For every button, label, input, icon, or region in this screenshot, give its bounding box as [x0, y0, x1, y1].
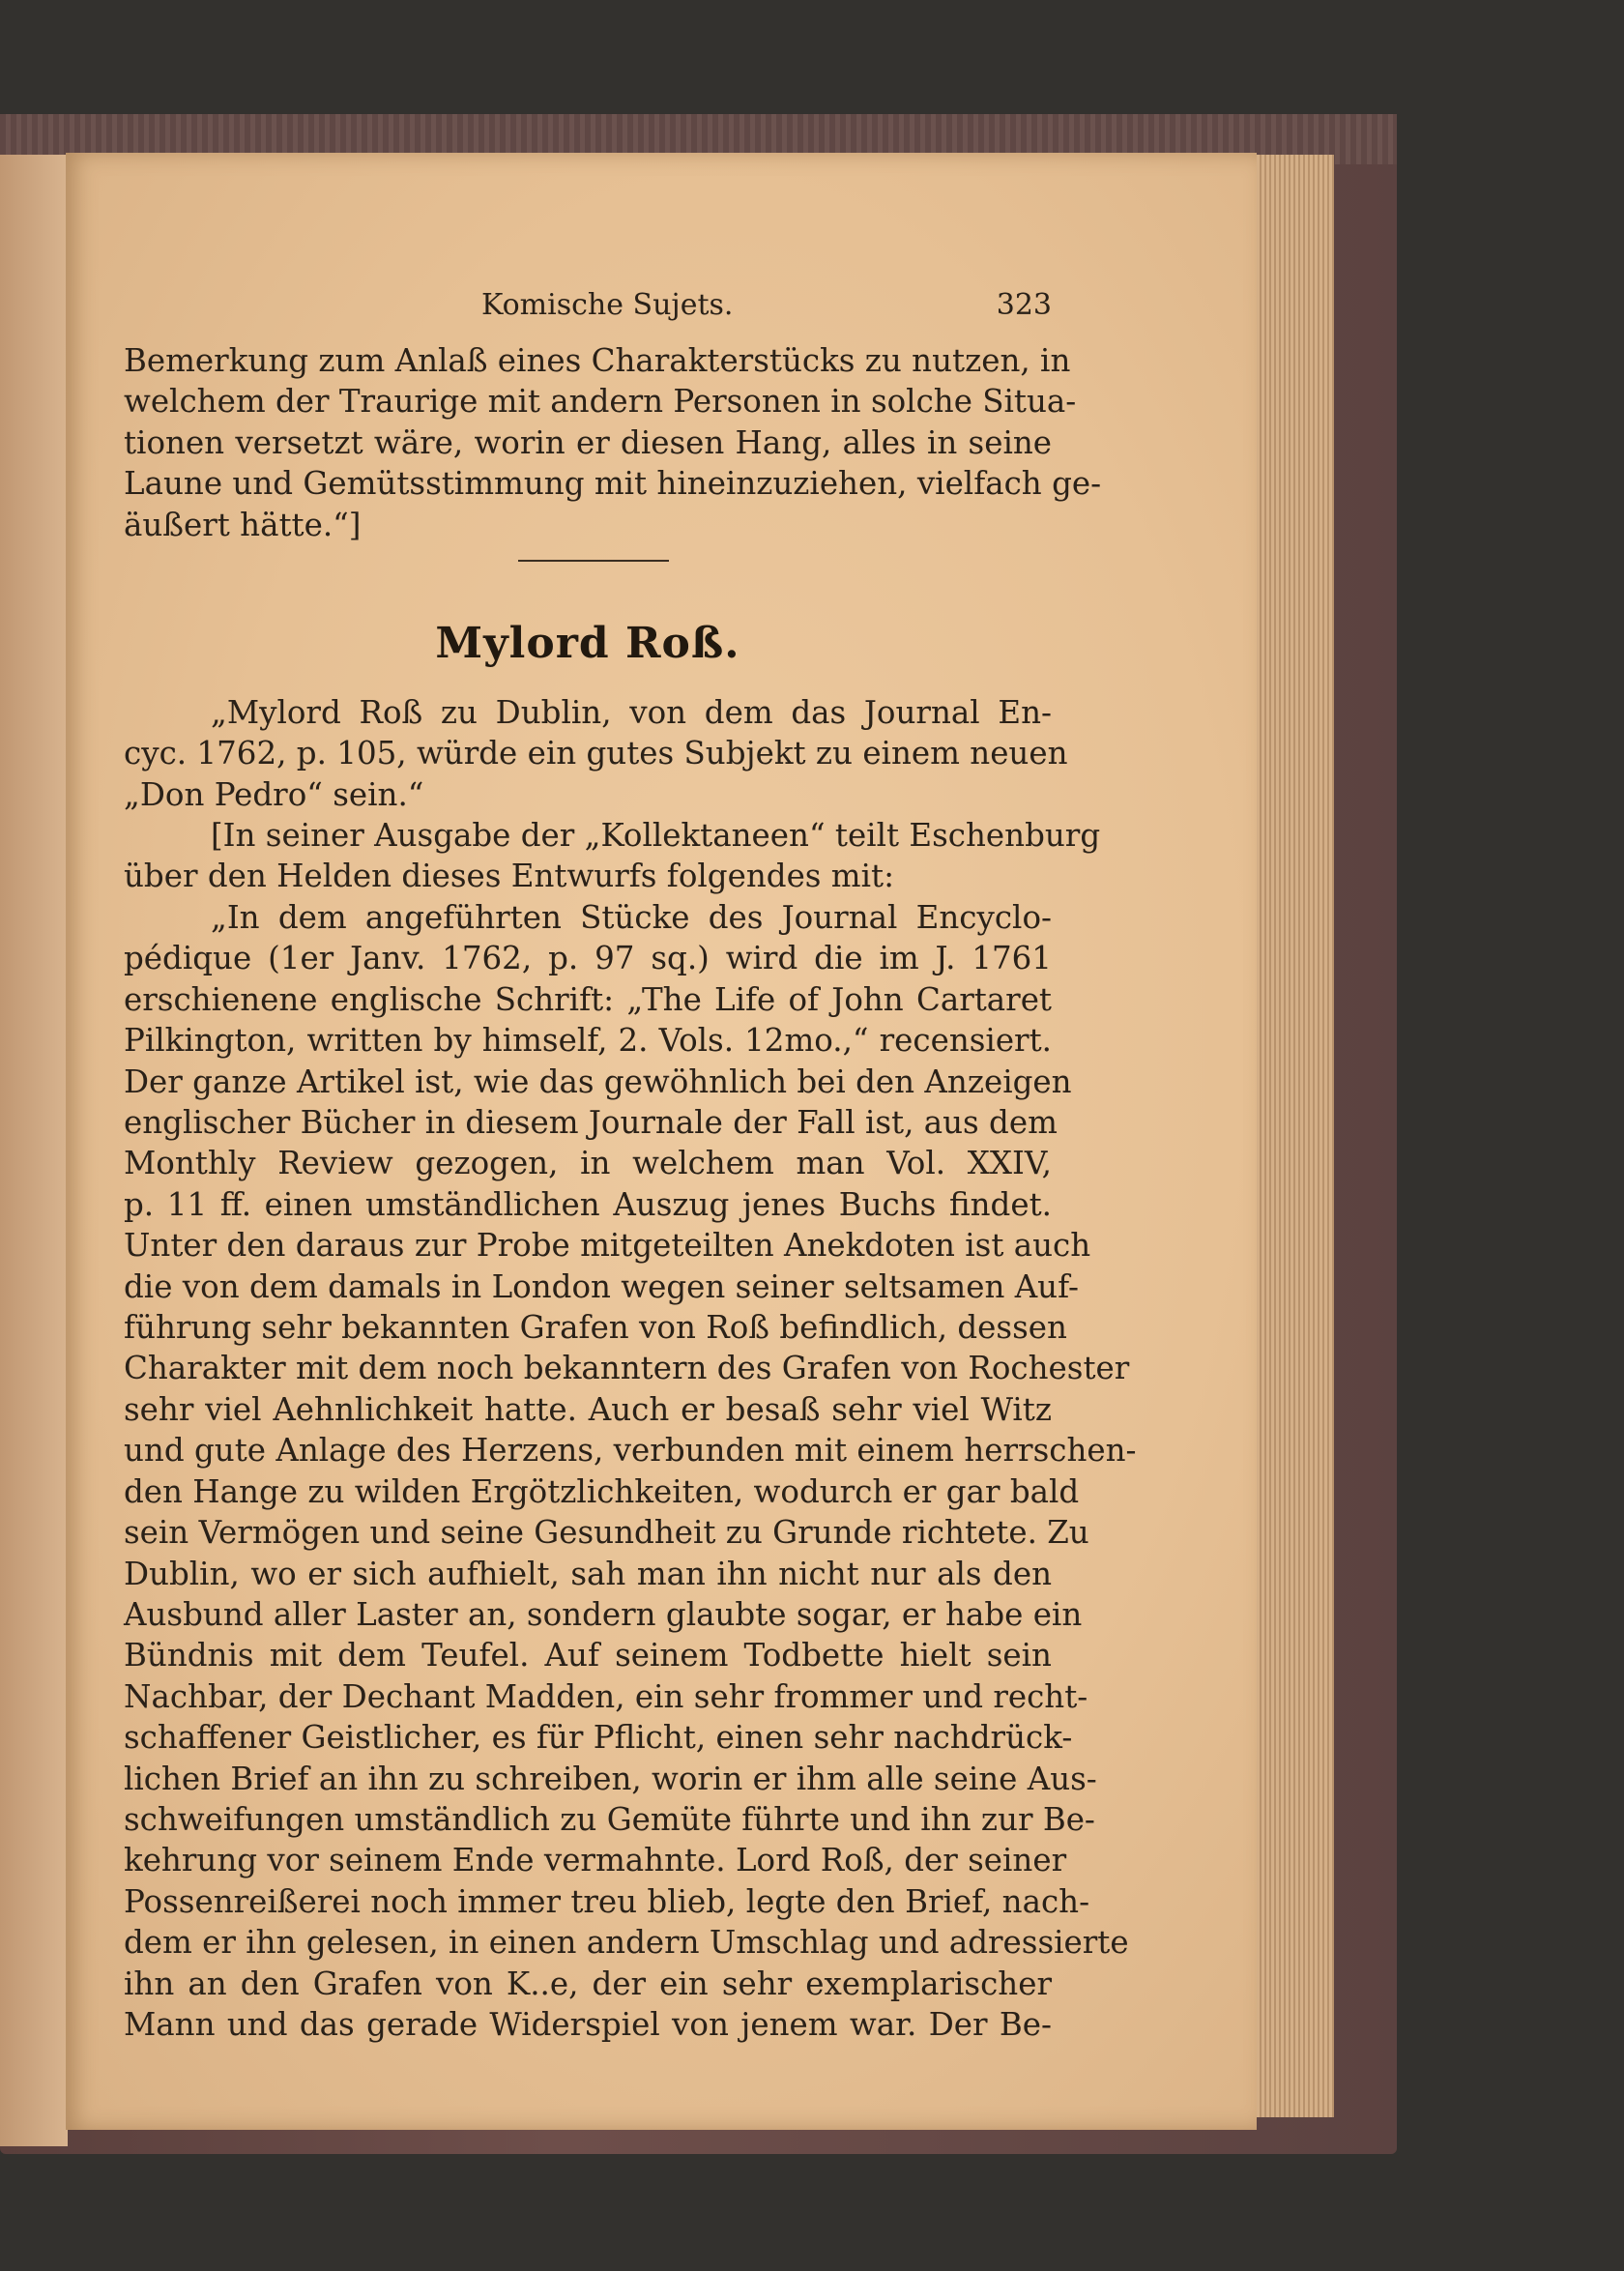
text-line: Pilkington, written by himself, 2. Vols. 12mo.,“ recensiert.: [124, 1022, 1052, 1060]
text-line: über den Helden dieses Entwurfs folgendes mit:: [124, 858, 895, 895]
text-line: „Mylord Roß zu Dublin, von dem das Journal En-: [211, 694, 1052, 731]
text-line: Der ganze Artikel ist, wie das gewöhnlich bei den Anzeigen: [124, 1063, 1072, 1100]
paragraph-3: [124, 897, 1137, 2045]
text-line: Mann und das gerade Widerspiel von jenem war. Der Be-: [124, 2005, 1052, 2043]
running-head: [124, 288, 1052, 327]
text-line: cyc. 1762, p. 105, würde ein gutes Subjekt zu einem neuen: [124, 735, 1068, 772]
text-line: „Don Pedro“ sein.“: [124, 775, 424, 813]
text-line: tionen versetzt wäre, worin er diesen Hang, alles in seine: [124, 423, 1052, 461]
facing-page-edge: [0, 155, 68, 2146]
text-line: sein Vermögen und seine Gesundheit zu Grunde richtete. Zu: [124, 1514, 1089, 1552]
text-line: Laune und Gemütsstimmung mit hineinzuziehen, vielfach ge-: [124, 465, 1102, 503]
text-line: dem er ihn gelesen, in einen andern Umschlag und adressierte: [124, 1924, 1129, 1962]
text-line: Unter den daraus zur Probe mitgeteilten Anekdoten ist auch: [124, 1227, 1091, 1265]
running-title: Komische Sujets.: [481, 288, 734, 322]
paragraph-1: [124, 692, 1068, 815]
text-line: [In seiner Ausgabe der „Kollektaneen“ teilt Eschenburg: [211, 817, 1101, 854]
text-line: erschienene englische Schrift: „The Life of John Cartaret: [124, 980, 1052, 1018]
text-line: Bündnis mit dem Teufel. Auf seinem Todbette hielt sein: [124, 1637, 1052, 1674]
text-line: welchem der Traurige mit andern Personen in solche Situa-: [124, 383, 1077, 421]
text-line: schweifungen umständlich zu Gemüte führte und ihn zur Be-: [124, 1800, 1095, 1838]
text-line: führung sehr bekannten Grafen von Roß befindlich, dessen: [124, 1309, 1067, 1347]
text-line: „In dem angeführten Stücke des Journal Encyclo-: [211, 899, 1052, 936]
section-heading: Mylord Roß.: [435, 619, 740, 668]
text-line: pédique (1er Janv. 1762, p. 97 sq.) wird die im J. 1761: [124, 940, 1052, 977]
page-number: 323: [996, 288, 1052, 322]
text-line: Possenreißerei noch immer treu blieb, legte den Brief, nach-: [124, 1882, 1090, 1920]
page-stack-edges: [1247, 155, 1334, 2117]
section-divider: [518, 560, 669, 562]
text-line: äußert hätte.“]: [124, 506, 362, 543]
text-line: sehr viel Aehnlichkeit hatte. Auch er besaß sehr viel Witz: [124, 1390, 1052, 1428]
text-line: und gute Anlage des Herzens, verbunden mit einem herrschen-: [124, 1432, 1137, 1470]
text-line: die von dem damals in London wegen seiner seltsamen Auf-: [124, 1267, 1079, 1305]
text-line: p. 11 ff. einen umständlichen Auszug jenes Buchs findet.: [124, 1185, 1052, 1223]
text-line: Bemerkung zum Anlaß eines Charakterstücks zu nutzen, in: [124, 342, 1071, 379]
text-line: englischer Bücher in diesem Journale der Fall ist, aus dem: [124, 1104, 1058, 1142]
intro-paragraph: [124, 340, 1102, 545]
text-line: schaffener Geistlicher, es für Pflicht, einen sehr nachdrück-: [124, 1719, 1073, 1757]
paragraph-2: [124, 815, 1101, 897]
text-line: Ausbund aller Laster an, sondern glaubte sogar, er habe ein: [124, 1595, 1083, 1633]
text-line: Nachbar, der Dechant Madden, ein sehr frommer und recht-: [124, 1677, 1088, 1715]
text-line: Dublin, wo er sich aufhielt, sah man ihn nicht nur als den: [124, 1555, 1052, 1592]
text-line: lichen Brief an ihn zu schreiben, worin er ihm alle seine Aus-: [124, 1760, 1097, 1797]
text-line: ihn an den Grafen von K..e, der ein sehr exemplarischer: [124, 1965, 1052, 2002]
text-line: Charakter mit dem noch bekanntern des Grafen von Rochester: [124, 1350, 1130, 1387]
text-line: kehrung vor seinem Ende vermahnte. Lord Roß, der seiner: [124, 1842, 1067, 1879]
text-line: den Hange zu wilden Ergötzlichkeiten, wodurch er gar bald: [124, 1472, 1080, 1510]
text-line: Monthly Review gezogen, in welchem man Vol. XXIV,: [124, 1145, 1052, 1182]
